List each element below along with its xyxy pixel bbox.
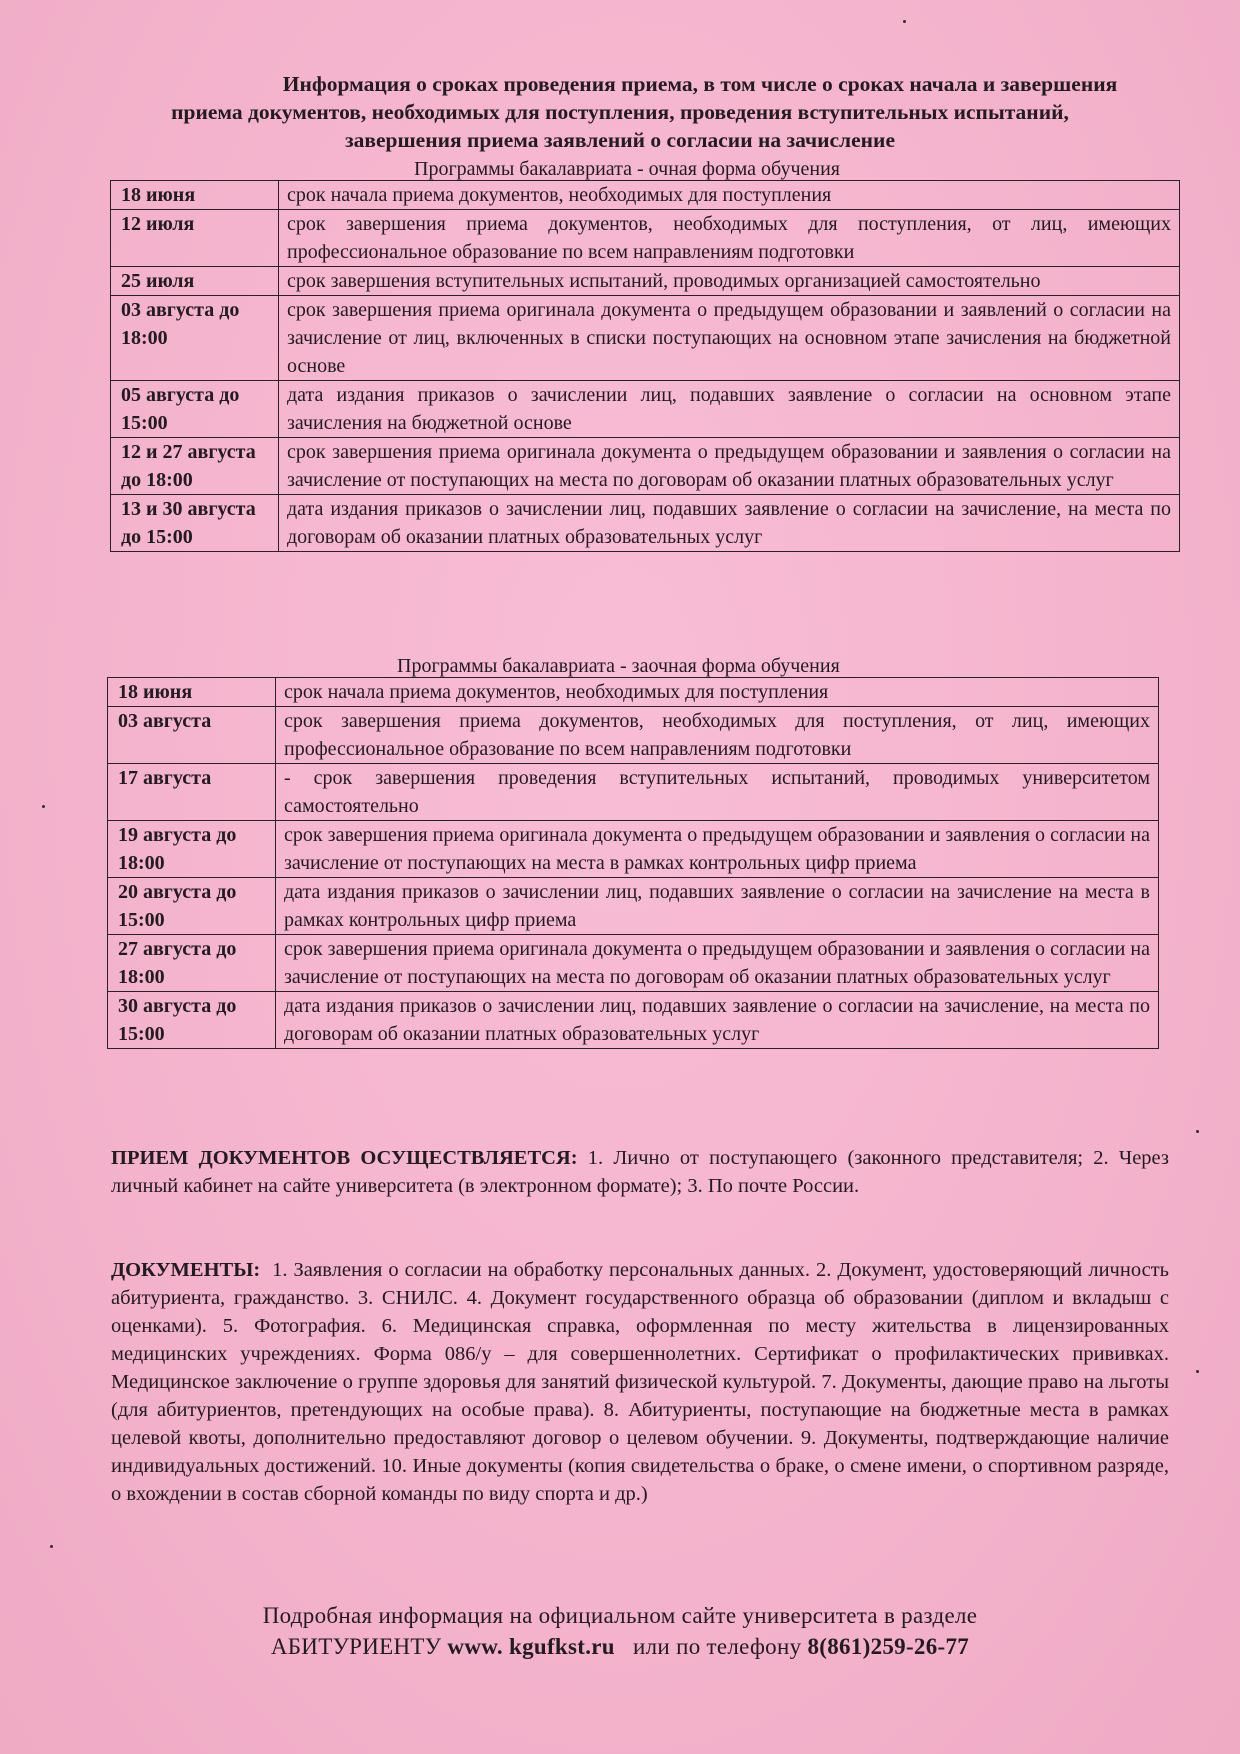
schedule-row (111, 438, 1180, 495)
schedule-date: 18 июня (108, 678, 276, 707)
schedule-date: 25 июля (111, 267, 279, 296)
scan-speck (42, 805, 45, 808)
schedule-description: дата издания приказов о зачислении лиц, подавших заявление о согласии на основном этапе зачисления на бюджетной основе (279, 381, 1180, 438)
schedule-description: дата издания приказов о зачислении лиц, подавших заявление о согласии на зачисление, на места по договорам об оказании платных образовательных услуг (276, 992, 1159, 1049)
schedule-date: 12 и 27 августа до 18:00 (111, 438, 279, 495)
title-line-3: завершения приема заявлений о согласии на зачисление (345, 128, 895, 152)
website-link[interactable]: www. kgufkst.ru (447, 1634, 615, 1659)
scan-speck (50, 1545, 53, 1548)
schedule-row (111, 210, 1180, 267)
schedule-date: 20 августа до 15:00 (108, 878, 276, 935)
schedule-row (108, 764, 1159, 821)
schedule-description: срок завершения приема документов, необходимых для поступления, от лиц, имеющих профессиональное образование по всем направлениям подготовки (279, 210, 1180, 267)
schedule-row (111, 381, 1180, 438)
scan-speck (1196, 1370, 1199, 1373)
schedule-row (108, 992, 1159, 1049)
schedule-row (108, 678, 1159, 707)
schedule-description: срок завершения вступительных испытаний, проводимых организацией самостоятельно (279, 267, 1180, 296)
schedule-row (111, 495, 1180, 552)
schedule-description: срок начала приема документов, необходимых для поступления (276, 678, 1159, 707)
schedule-date: 30 августа до 15:00 (108, 992, 276, 1049)
footer-section-name: АБИТУРИЕНТУ (270, 1634, 442, 1659)
schedule-description: срок завершения приема оригинала документа о предыдущем образовании и заявлений о согласии на зачисление от лиц, включенных в списки поступающих на основном этапе зачисления на бюджетной основе (279, 296, 1180, 381)
intake-label: ПРИЕМ ДОКУМЕНТОВ ОСУЩЕСТВЛЯЕТСЯ: (111, 1147, 578, 1169)
schedule-description: срок завершения приема оригинала документа о предыдущем образовании и заявления о согласии на зачисление от поступающих на места в рамках контрольных цифр приема (276, 821, 1159, 878)
schedule-description: дата издания приказов о зачислении лиц, подавших заявление о согласии на зачисление на места в рамках контрольных цифр приема (276, 878, 1159, 935)
footer-line-1: Подробная информация на официальном сайте университета в разделе (262, 1603, 978, 1628)
schedule-row (111, 267, 1180, 296)
scan-speck (1196, 1130, 1199, 1133)
schedule-date: 05 августа до 15:00 (111, 381, 279, 438)
intake-paragraph (111, 1144, 1169, 1200)
schedule-row (108, 821, 1159, 878)
schedule-date: 03 августа до 18:00 (111, 296, 279, 381)
schedule-date: 18 июня (111, 181, 279, 210)
page-title (0, 70, 1240, 154)
schedule-date: 27 августа до 18:00 (108, 935, 276, 992)
schedule-description: срок начала приема документов, необходимых для поступления (279, 181, 1180, 210)
footer-line-2 (0, 1631, 1240, 1662)
schedule-row (108, 935, 1159, 992)
fulltime-schedule-table (110, 180, 1180, 552)
documents-label: ДОКУМЕНТЫ: (111, 1259, 261, 1281)
intake-text: 1. Лично от поступающего (законного представителя; 2. Через личный кабинет на сайте университета (в электронном формате); 3. По почте России. (111, 1147, 1169, 1197)
documents-text: 1. Заявления о согласии на обработку персональных данных. 2. Документ, удостоверяющий личность абитуриента, гражданство. 3. СНИЛС. 4. Документ государственного образца об образовании (диплом и вкладыш с оценками). 5. Фотография. 6. Медицинская справка, оформленная по месту жительства в лицензированных медицинских учреждениях. Форма 086/у – для совершеннолетних. Сертификат о профилактических прививках. Медицинское заключение о группе здоровья для занятий физической культурой. 7. Документы, дающие право на льготы (для абитуриентов, претендующих на особые права). 8. Абитуриенты, поступающие на бюджетные места в рамках целевой квоты, дополнительно предоставляют договор о целевом обучении. 9. Документы, подтверждающие наличие индивидуальных достижений. 10. Иные документы (копия свидетельства о браке, о смене имени, о спортивном разряде, о вхождении в состав сборной команды по виду спорта и др.) (111, 1259, 1170, 1505)
title-line-1: Информация о сроках проведения приема, в том числе о сроках начала и завершения (282, 72, 1118, 96)
parttime-schedule-table (107, 677, 1159, 1049)
documents-paragraph (111, 1256, 1169, 1508)
scan-speck (903, 20, 906, 23)
title-line-2: приема документов, необходимых для поступления, проведения вступительных испытаний, (171, 100, 1069, 124)
schedule-row (108, 707, 1159, 764)
fulltime-caption: Программы бакалавриата - очная форма обучения (414, 158, 841, 180)
parttime-caption: Программы бакалавриата - заочная форма обучения (397, 655, 840, 677)
schedule-date: 17 августа (108, 764, 276, 821)
schedule-row (111, 296, 1180, 381)
schedule-date: 03 августа (108, 707, 276, 764)
schedule-description: дата издания приказов о зачислении лиц, подавших заявление о согласии на зачисление, на места по договорам об оказании платных образовательных услуг (279, 495, 1180, 552)
schedule-row (108, 878, 1159, 935)
schedule-description: срок завершения приема оригинала документа о предыдущем образовании и заявления о согласии на зачисление от поступающих на места по договорам об оказании платных образовательных услуг (279, 438, 1180, 495)
schedule-description: срок завершения приема документов, необходимых для поступления, от лиц, имеющих профессиональное образование по всем направлениям подготовки (276, 707, 1159, 764)
footer-phone-prefix: или по телефону (633, 1634, 802, 1659)
schedule-date: 19 августа до 18:00 (108, 821, 276, 878)
schedule-date: 13 и 30 августа до 15:00 (111, 495, 279, 552)
schedule-description: срок завершения приема оригинала документа о предыдущем образовании и заявления о согласии на зачисление от поступающих на места по договорам об оказании платных образовательных услуг (276, 935, 1159, 992)
schedule-description: - срок завершения проведения вступительных испытаний, проводимых университетом самостоятельно (276, 764, 1159, 821)
schedule-date: 12 июля (111, 210, 279, 267)
phone-number[interactable]: 8(861)259-26-77 (807, 1634, 970, 1659)
footer (0, 1600, 1240, 1662)
schedule-row (111, 181, 1180, 210)
